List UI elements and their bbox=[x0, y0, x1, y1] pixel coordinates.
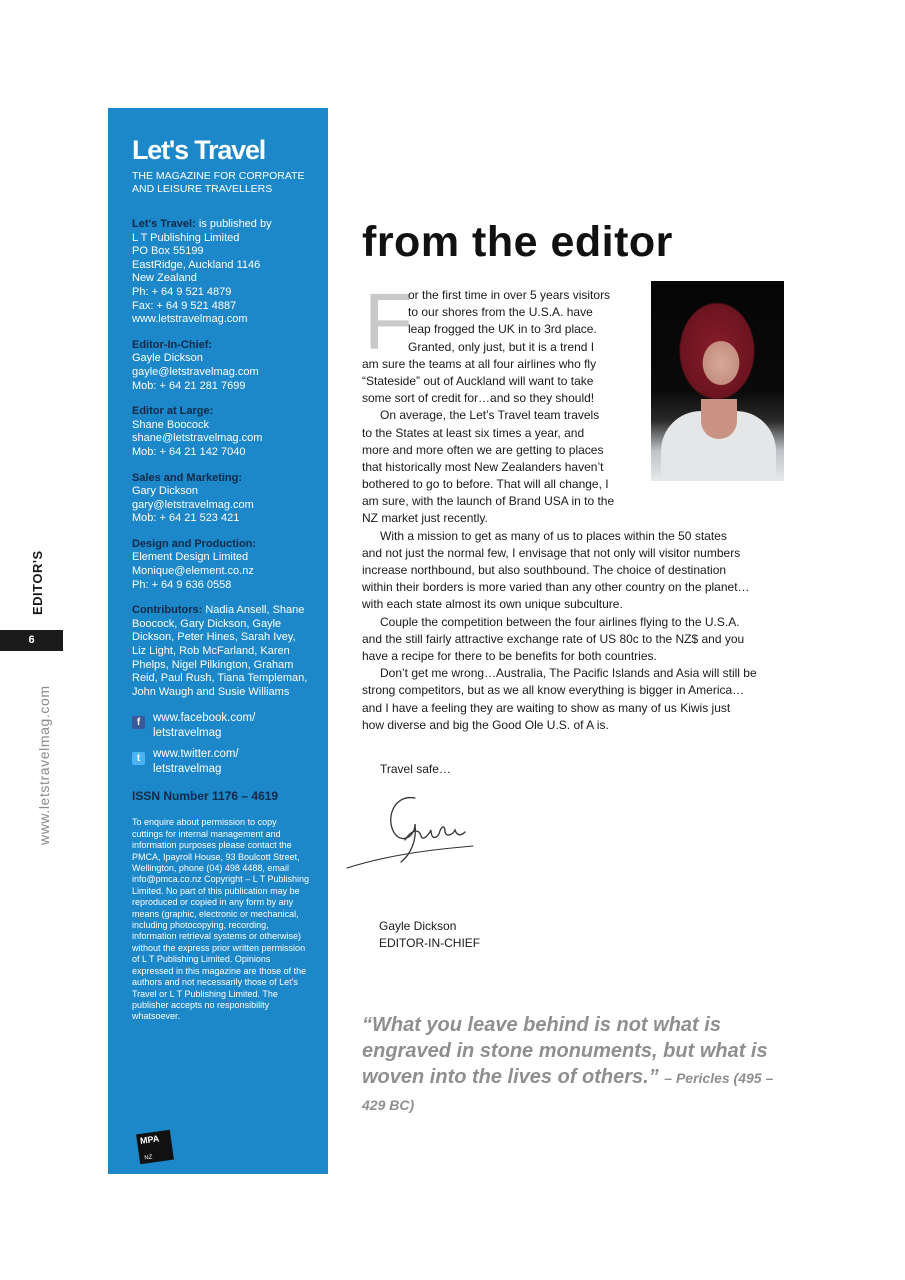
body-line: how diverse and big the Good Ole U.S. of A is. bbox=[362, 717, 609, 732]
publisher-line: L T Publishing Limited bbox=[132, 231, 240, 244]
publisher-line: EastRidge, Auckland 1146 bbox=[132, 258, 261, 271]
issn-number: ISSN Number 1176 – 4619 bbox=[132, 789, 279, 804]
contact-phone: Mob: + 64 21 281 7699 bbox=[132, 379, 246, 392]
contact-name: Gayle Dickson bbox=[132, 352, 203, 365]
contact-editor-in-chief bbox=[132, 339, 310, 393]
tagline: THE MAGAZINE FOR CORPORATE AND LEISURE TRAVELLERS bbox=[132, 170, 305, 195]
publisher-block bbox=[132, 218, 310, 327]
publisher-line: New Zealand bbox=[132, 272, 197, 285]
article-headline: from the editor bbox=[362, 218, 673, 266]
contact-phone: Mob: + 64 21 523 421 bbox=[132, 512, 240, 525]
body-line: within their borders is more varied than any other country on the planet… bbox=[362, 580, 750, 595]
body-line: some sort of credit for…and so they should! bbox=[362, 391, 595, 406]
publisher-line: PO Box 55199 bbox=[132, 245, 204, 258]
mpa-sub: NZ bbox=[144, 1154, 153, 1162]
body-line: to the States at least six times a year, and bbox=[362, 425, 585, 440]
publisher-website-link[interactable]: www.letstravelmag.com bbox=[132, 313, 248, 326]
body-line: and the still fairly attractive exchange rate of US 80c to the NZ$ and you bbox=[362, 631, 745, 646]
contact-role: Editor at Large: bbox=[132, 405, 214, 418]
body-line: am sure the teams at all four airlines who fly bbox=[362, 356, 597, 371]
social-line: www.facebook.com/ bbox=[153, 712, 256, 725]
body-line: On average, the Let’s Travel team travels bbox=[380, 408, 600, 423]
contributors-block bbox=[132, 604, 310, 699]
body-line: Granted, only just, but it is a trend I bbox=[408, 339, 595, 354]
contact-email-link[interactable]: gayle@letstravelmag.com bbox=[132, 365, 259, 378]
body-line: bothered to go to before. That will all change, I bbox=[362, 477, 609, 492]
publisher-line: is published by bbox=[198, 218, 272, 230]
contact-role: Editor-In-Chief: bbox=[132, 338, 213, 351]
quote-text: “What you leave behind is not what is engraved in stone monuments, but what is woven into the lives of others.” bbox=[362, 1014, 768, 1088]
twitter-icon: t bbox=[132, 752, 145, 765]
publisher-head: Let's Travel: bbox=[132, 218, 196, 230]
contact-editor-at-large bbox=[132, 405, 310, 459]
contact-name: Gary Dickson bbox=[132, 485, 199, 498]
body-line: and not just the normal few, I envisage that not only will visitor numbers bbox=[362, 545, 741, 560]
body-line: leap frogged the UK in to 3rd place. bbox=[408, 322, 597, 337]
quote-attribution: – Pericles (495 – 429 BC) bbox=[362, 1070, 774, 1113]
body-line: increase northbound, but also southbound. The choice of destination bbox=[362, 563, 727, 577]
body-line: am sure, with the launch of Brand USA in to the bbox=[362, 494, 615, 509]
contact-phone: Ph: + 64 9 636 0558 bbox=[132, 578, 232, 591]
body-line: and I have a feeling they are waiting to show as many of us Kiwis just bbox=[362, 700, 731, 715]
signature bbox=[345, 790, 475, 870]
body-line: “Stateside” out of Auckland will want to take bbox=[362, 373, 594, 388]
contact-design-production bbox=[132, 538, 310, 592]
facebook-link[interactable] bbox=[132, 711, 310, 741]
body-line: With a mission to get as many of us to places within the 50 states bbox=[380, 528, 727, 543]
contact-email-link[interactable]: gary@letstravelmag.com bbox=[132, 498, 254, 511]
social-line: letstravelmag bbox=[153, 763, 222, 776]
contact-sales-marketing bbox=[132, 472, 310, 526]
contact-role: Design and Production: bbox=[132, 537, 257, 550]
contact-role: Sales and Marketing: bbox=[132, 471, 243, 484]
social-line: letstravelmag bbox=[153, 727, 222, 740]
article-body bbox=[362, 277, 776, 734]
legal-notice: To enquire about permission to copy cuttings for internal management and information purposes please contact the PMCA, Ipayroll House, 93 Boulcott Street, Wellington, phone (04) 498 4488, email info@pmca.co.nz Copyright – L T Publishing Limited. No part of this publication may be reproduced or copied in any form by any means (graphic, electronic or mechanical, including photocopying, recording, information retrieval systems or otherwise) without the express prior written permission of L T Publishing Limited. Opinions expressed in this magazine are those of the authors and not necessarily those of Let's Travel or L T Publishing Limited. The publisher accepts no responsibility whatsoever. bbox=[132, 817, 310, 1022]
masthead-sidebar bbox=[108, 108, 328, 1174]
drop-cap: F bbox=[364, 277, 413, 366]
side-url: www.letstravelmag.com bbox=[36, 685, 52, 845]
contact-name: Element Design Limited bbox=[132, 551, 249, 564]
contact-email-link[interactable]: Monique@element.co.nz bbox=[132, 565, 254, 578]
publisher-line: Fax: + 64 9 521 4887 bbox=[132, 299, 237, 312]
signer-name: Gayle Dickson bbox=[379, 919, 457, 933]
twitter-link[interactable] bbox=[132, 747, 310, 777]
publisher-line: Ph: + 64 9 521 4879 bbox=[132, 285, 232, 298]
signer-title: EDITOR-IN-CHIEF bbox=[379, 936, 481, 950]
page-number: 6 bbox=[0, 630, 63, 651]
body-line: to our shores from the U.S.A. have bbox=[408, 305, 593, 320]
mpa-label: MPA bbox=[139, 1133, 160, 1146]
body-line: strong competitors, but as we all know everything is bigger in America… bbox=[362, 683, 745, 698]
body-line: more and more often we are getting to places bbox=[362, 442, 604, 457]
body-line: that historically most New Zealanders haven’t bbox=[362, 459, 604, 474]
contact-email-link[interactable]: shane@letstravelmag.com bbox=[132, 432, 263, 445]
logo: Let's Travel bbox=[132, 135, 266, 165]
body-line: with each state almost its own unique subculture. bbox=[362, 597, 623, 612]
social-line: www.twitter.com/ bbox=[153, 748, 239, 761]
body-line: NZ market just recently. bbox=[362, 511, 488, 526]
pull-quote bbox=[362, 1012, 782, 1118]
contact-name: Shane Boocock bbox=[132, 418, 210, 431]
body-line: or the first time in over 5 years visitors bbox=[408, 288, 611, 302]
body-line: Don’t get me wrong…Australia, The Pacific Islands and Asia will still be bbox=[380, 666, 757, 681]
contributors-head: Contributors: bbox=[132, 604, 203, 617]
body-line: have a recipe for there to be benefits for both countries. bbox=[362, 648, 657, 663]
signer bbox=[379, 918, 480, 952]
signoff: Travel safe… bbox=[380, 762, 451, 776]
body-line: Couple the competition between the four airlines flying to the U.S.A. bbox=[380, 614, 740, 629]
facebook-icon: f bbox=[132, 716, 145, 729]
contributors-list: Nadia Ansell, Shane Boocock, Gary Dickson, Gayle Dickson, Peter Hines, Sarah Ivey, Liz Light, Rob McFarland, Karen Phelps, Nigel Pilkington, Graham Reid, Paul Rush, Tiana Templeman, John Waugh and Susie Williams bbox=[132, 604, 308, 698]
mpa-badge bbox=[136, 1130, 174, 1164]
section-label: EDITOR'S bbox=[30, 550, 45, 615]
contact-phone: Mob: + 64 21 142 7040 bbox=[132, 445, 246, 458]
